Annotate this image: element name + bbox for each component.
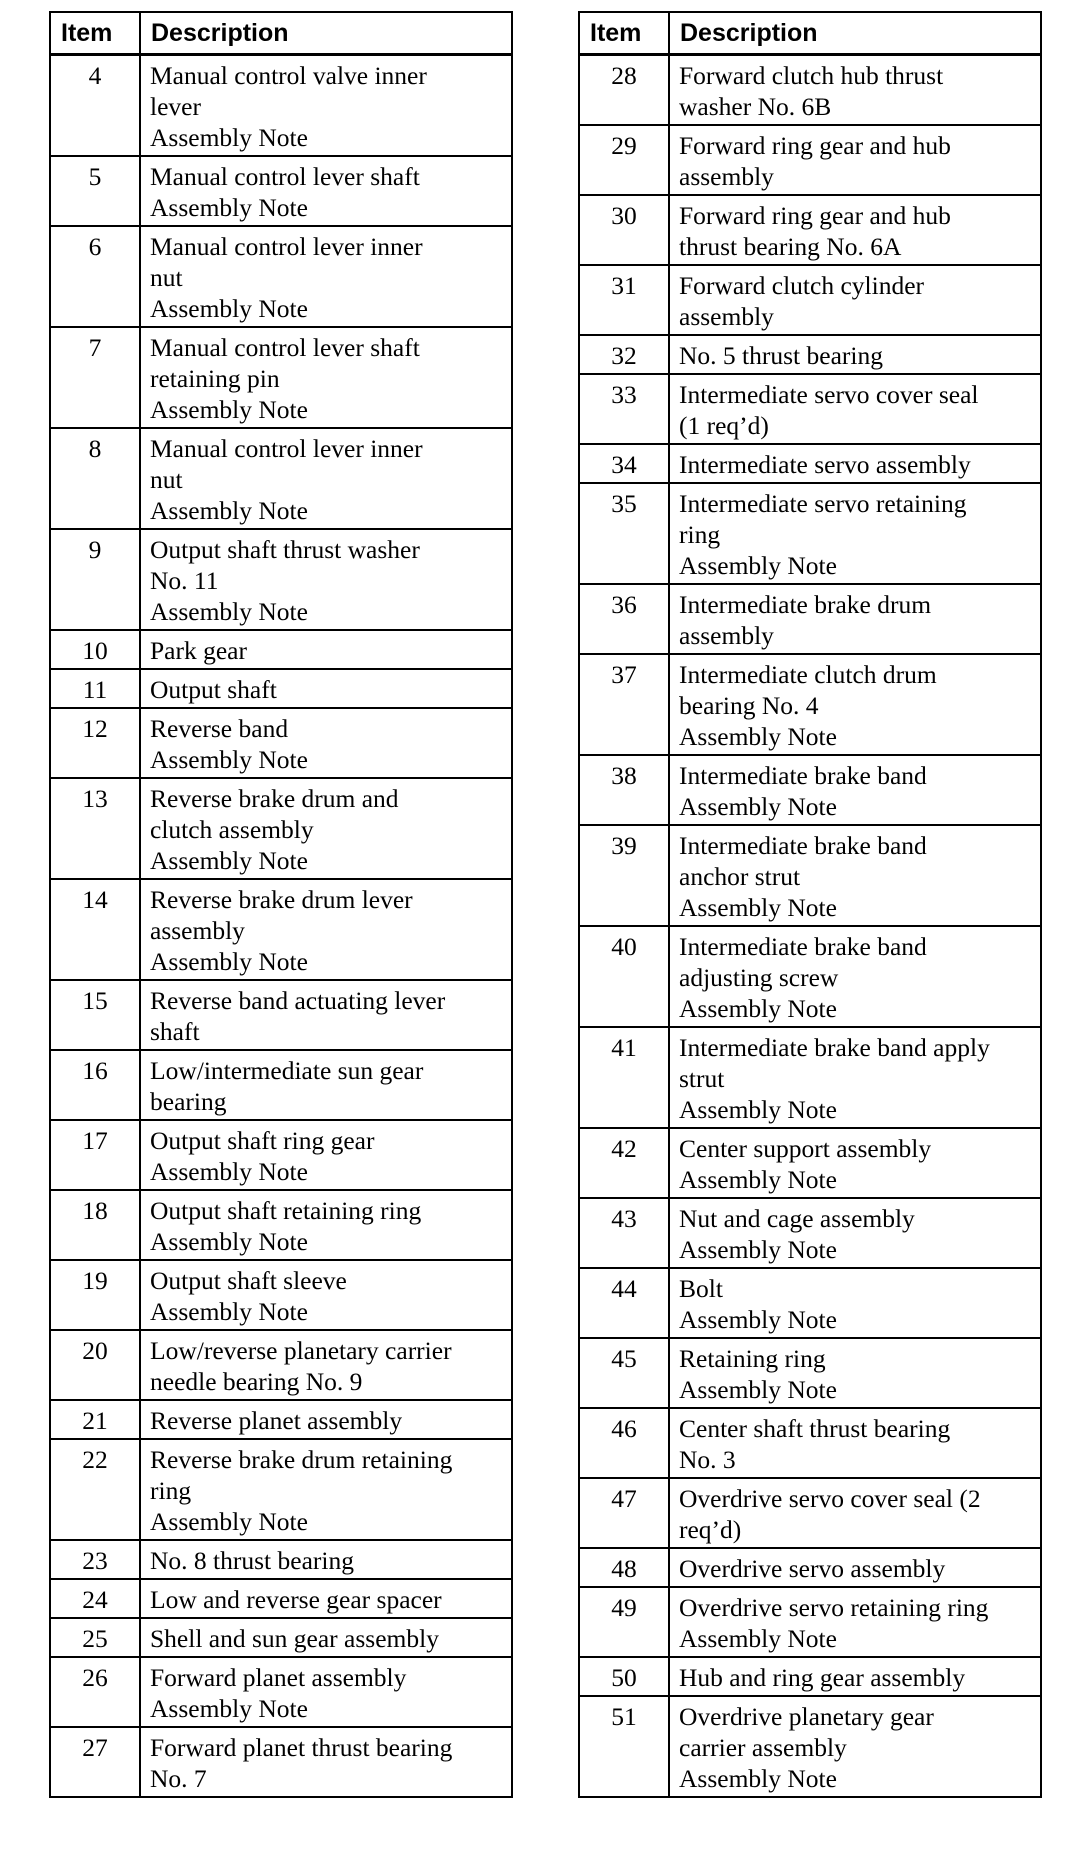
item-number: 36 bbox=[579, 584, 669, 654]
parts-table-right bbox=[578, 11, 1042, 1798]
table-row bbox=[50, 327, 512, 428]
item-description bbox=[140, 529, 512, 630]
description-line: thrust bearing No. 6A bbox=[679, 232, 902, 261]
item-number: 39 bbox=[579, 825, 669, 926]
item-description bbox=[669, 584, 1041, 654]
description-line: Overdrive servo cover seal (2 bbox=[679, 1484, 981, 1513]
item-column-header: Item bbox=[579, 12, 669, 55]
item-description bbox=[140, 327, 512, 428]
table-row bbox=[579, 654, 1041, 755]
description-line: Intermediate brake band bbox=[679, 761, 927, 790]
item-number: 23 bbox=[50, 1540, 140, 1579]
table-row bbox=[50, 1540, 512, 1579]
item-number: 26 bbox=[50, 1657, 140, 1727]
item-description bbox=[669, 755, 1041, 825]
item-description bbox=[669, 125, 1041, 195]
table-row bbox=[579, 444, 1041, 483]
item-number: 7 bbox=[50, 327, 140, 428]
description-line: Assembly Note bbox=[150, 1227, 308, 1256]
description-line: Assembly Note bbox=[679, 1624, 837, 1653]
item-description bbox=[669, 265, 1041, 335]
item-number: 9 bbox=[50, 529, 140, 630]
description-line: Assembly Note bbox=[150, 1157, 308, 1186]
description-line: Low/reverse planetary carrier bbox=[150, 1336, 452, 1365]
item-number: 41 bbox=[579, 1027, 669, 1128]
description-line: Reverse brake drum and bbox=[150, 784, 399, 813]
description-line: Hub and ring gear assembly bbox=[679, 1663, 966, 1692]
item-number: 46 bbox=[579, 1408, 669, 1478]
table-row bbox=[50, 1727, 512, 1797]
description-line: No. 8 thrust bearing bbox=[150, 1546, 354, 1575]
item-description bbox=[669, 1478, 1041, 1548]
description-line: washer No. 6B bbox=[679, 92, 832, 121]
description-line: Intermediate brake band apply bbox=[679, 1033, 990, 1062]
table-row bbox=[579, 1338, 1041, 1408]
table-row bbox=[50, 1330, 512, 1400]
item-description bbox=[140, 428, 512, 529]
description-line: assembly bbox=[679, 302, 774, 331]
table-row bbox=[50, 708, 512, 778]
item-description bbox=[140, 1050, 512, 1120]
table-header-row bbox=[579, 12, 1041, 55]
description-line: Assembly Note bbox=[679, 994, 837, 1023]
description-line: Assembly Note bbox=[679, 1095, 837, 1124]
table-row bbox=[579, 755, 1041, 825]
description-line: Assembly Note bbox=[150, 123, 308, 152]
description-line: Assembly Note bbox=[679, 1165, 837, 1194]
item-description bbox=[140, 669, 512, 708]
item-description bbox=[140, 1330, 512, 1400]
description-line: Output shaft ring gear bbox=[150, 1126, 375, 1155]
table-row bbox=[50, 1050, 512, 1120]
description-line: strut bbox=[679, 1064, 725, 1093]
table-row bbox=[579, 265, 1041, 335]
description-line: Reverse planet assembly bbox=[150, 1406, 403, 1435]
item-description bbox=[669, 444, 1041, 483]
description-line: Overdrive servo assembly bbox=[679, 1554, 946, 1583]
description-line: Park gear bbox=[150, 636, 247, 665]
table-row bbox=[579, 483, 1041, 584]
description-line: adjusting screw bbox=[679, 963, 839, 992]
item-number: 19 bbox=[50, 1260, 140, 1330]
item-description bbox=[669, 1338, 1041, 1408]
item-number: 8 bbox=[50, 428, 140, 529]
table-row bbox=[50, 1579, 512, 1618]
table-row bbox=[579, 584, 1041, 654]
table-row bbox=[579, 825, 1041, 926]
table-row bbox=[50, 1657, 512, 1727]
description-line: nut bbox=[150, 263, 183, 292]
item-description bbox=[140, 1579, 512, 1618]
description-line: No. 11 bbox=[150, 566, 219, 595]
description-line: req’d) bbox=[679, 1515, 742, 1544]
table-row bbox=[579, 1027, 1041, 1128]
description-line: Output shaft bbox=[150, 675, 277, 704]
description-line: Assembly Note bbox=[150, 597, 308, 626]
description-line: Center support assembly bbox=[679, 1134, 932, 1163]
description-line: assembly bbox=[150, 916, 245, 945]
table-row bbox=[50, 980, 512, 1050]
item-description bbox=[140, 1260, 512, 1330]
item-column-header: Item bbox=[50, 12, 140, 55]
description-line: Reverse brake drum retaining bbox=[150, 1445, 453, 1474]
item-number: 28 bbox=[579, 55, 669, 126]
table-row bbox=[50, 630, 512, 669]
description-line: Manual control lever inner bbox=[150, 232, 423, 261]
description-line: Reverse brake drum lever bbox=[150, 885, 413, 914]
item-description bbox=[669, 1408, 1041, 1478]
description-line: Intermediate servo cover seal bbox=[679, 380, 979, 409]
description-line: lever bbox=[150, 92, 201, 121]
description-line: Assembly Note bbox=[679, 792, 837, 821]
description-line: (1 req’d) bbox=[679, 411, 769, 440]
description-line: Output shaft sleeve bbox=[150, 1266, 347, 1295]
table-row bbox=[579, 55, 1041, 126]
item-description bbox=[140, 1439, 512, 1540]
item-description bbox=[140, 226, 512, 327]
description-line: Intermediate servo assembly bbox=[679, 450, 971, 479]
item-number: 10 bbox=[50, 630, 140, 669]
table-row bbox=[579, 374, 1041, 444]
item-number: 5 bbox=[50, 156, 140, 226]
table-row bbox=[579, 1198, 1041, 1268]
table-row bbox=[50, 55, 512, 157]
description-line: Center shaft thrust bearing bbox=[679, 1414, 951, 1443]
parts-table-left bbox=[49, 11, 513, 1798]
description-line: Manual control lever inner bbox=[150, 434, 423, 463]
description-line: Assembly Note bbox=[679, 1235, 837, 1264]
description-line: Assembly Note bbox=[150, 496, 308, 525]
item-number: 22 bbox=[50, 1439, 140, 1540]
description-line: Assembly Note bbox=[150, 1694, 308, 1723]
description-line: Manual control valve inner bbox=[150, 61, 427, 90]
description-line: No. 3 bbox=[679, 1445, 736, 1474]
item-number: 18 bbox=[50, 1190, 140, 1260]
item-description bbox=[669, 483, 1041, 584]
description-line: Assembly Note bbox=[150, 1297, 308, 1326]
item-number: 40 bbox=[579, 926, 669, 1027]
description-line: bearing bbox=[150, 1087, 227, 1116]
item-description bbox=[140, 708, 512, 778]
description-line: ring bbox=[150, 1476, 192, 1505]
item-number: 14 bbox=[50, 879, 140, 980]
item-number: 49 bbox=[579, 1587, 669, 1657]
description-line: Overdrive planetary gear bbox=[679, 1702, 934, 1731]
item-description bbox=[669, 55, 1041, 126]
table-row bbox=[579, 926, 1041, 1027]
item-number: 33 bbox=[579, 374, 669, 444]
description-line: Assembly Note bbox=[150, 846, 308, 875]
description-line: Shell and sun gear assembly bbox=[150, 1624, 439, 1653]
item-description bbox=[140, 1657, 512, 1727]
table-row bbox=[50, 529, 512, 630]
description-line: Low/intermediate sun gear bbox=[150, 1056, 424, 1085]
description-line: shaft bbox=[150, 1017, 200, 1046]
item-description bbox=[140, 1540, 512, 1579]
item-description bbox=[669, 1268, 1041, 1338]
item-description bbox=[140, 1727, 512, 1797]
description-line: Output shaft retaining ring bbox=[150, 1196, 422, 1225]
item-number: 42 bbox=[579, 1128, 669, 1198]
item-description bbox=[669, 926, 1041, 1027]
item-number: 6 bbox=[50, 226, 140, 327]
description-line: Intermediate brake band bbox=[679, 831, 927, 860]
description-line: Assembly Note bbox=[150, 1507, 308, 1536]
table-row bbox=[50, 1439, 512, 1540]
item-number: 17 bbox=[50, 1120, 140, 1190]
table-row bbox=[50, 428, 512, 529]
item-description bbox=[669, 1696, 1041, 1797]
description-line: Intermediate clutch drum bbox=[679, 660, 937, 689]
table-row bbox=[579, 125, 1041, 195]
description-line: Output shaft thrust washer bbox=[150, 535, 420, 564]
item-number: 13 bbox=[50, 778, 140, 879]
item-description bbox=[669, 1587, 1041, 1657]
description-line: Assembly Note bbox=[679, 1375, 837, 1404]
description-line: Assembly Note bbox=[679, 893, 837, 922]
item-number: 45 bbox=[579, 1338, 669, 1408]
table-row bbox=[579, 1128, 1041, 1198]
description-line: Assembly Note bbox=[679, 551, 837, 580]
description-line: Assembly Note bbox=[150, 294, 308, 323]
item-number: 35 bbox=[579, 483, 669, 584]
table-row bbox=[50, 879, 512, 980]
description-line: Bolt bbox=[679, 1274, 723, 1303]
item-number: 12 bbox=[50, 708, 140, 778]
description-line: Forward clutch cylinder bbox=[679, 271, 925, 300]
description-line: nut bbox=[150, 465, 183, 494]
description-line: Reverse band actuating lever bbox=[150, 986, 446, 1015]
table-body bbox=[579, 55, 1041, 1798]
item-description bbox=[140, 778, 512, 879]
description-line: No. 5 thrust bearing bbox=[679, 341, 883, 370]
table-row bbox=[50, 226, 512, 327]
description-column-header: Description bbox=[140, 12, 512, 55]
item-number: 15 bbox=[50, 980, 140, 1050]
table-row bbox=[579, 1587, 1041, 1657]
item-description bbox=[140, 630, 512, 669]
item-number: 50 bbox=[579, 1657, 669, 1696]
item-number: 4 bbox=[50, 55, 140, 157]
description-line: Intermediate servo retaining bbox=[679, 489, 967, 518]
description-line: bearing No. 4 bbox=[679, 691, 819, 720]
description-line: anchor strut bbox=[679, 862, 801, 891]
table-row bbox=[50, 1400, 512, 1439]
item-description bbox=[140, 879, 512, 980]
description-line: assembly bbox=[679, 162, 774, 191]
item-description bbox=[669, 825, 1041, 926]
table-row bbox=[579, 195, 1041, 265]
item-number: 24 bbox=[50, 1579, 140, 1618]
item-description bbox=[669, 335, 1041, 374]
item-number: 16 bbox=[50, 1050, 140, 1120]
item-description bbox=[140, 55, 512, 157]
item-number: 31 bbox=[579, 265, 669, 335]
table-row bbox=[579, 335, 1041, 374]
item-number: 21 bbox=[50, 1400, 140, 1439]
item-number: 20 bbox=[50, 1330, 140, 1400]
description-line: Overdrive servo retaining ring bbox=[679, 1593, 989, 1622]
table-row bbox=[50, 156, 512, 226]
description-line: carrier assembly bbox=[679, 1733, 847, 1762]
description-line: Forward ring gear and hub bbox=[679, 131, 951, 160]
description-line: Manual control lever shaft bbox=[150, 162, 420, 191]
item-number: 38 bbox=[579, 755, 669, 825]
description-line: Assembly Note bbox=[679, 722, 837, 751]
item-description bbox=[669, 1198, 1041, 1268]
table-header-row bbox=[50, 12, 512, 55]
description-line: Low and reverse gear spacer bbox=[150, 1585, 442, 1614]
item-description bbox=[669, 1128, 1041, 1198]
table-row bbox=[579, 1548, 1041, 1587]
description-line: No. 7 bbox=[150, 1764, 207, 1793]
description-line: Forward planet thrust bearing bbox=[150, 1733, 453, 1762]
item-number: 48 bbox=[579, 1548, 669, 1587]
item-number: 11 bbox=[50, 669, 140, 708]
description-line: Assembly Note bbox=[679, 1305, 837, 1334]
table-row bbox=[50, 669, 512, 708]
description-column-header: Description bbox=[669, 12, 1041, 55]
table-row bbox=[50, 1190, 512, 1260]
description-line: ring bbox=[679, 520, 721, 549]
description-line: Reverse band bbox=[150, 714, 289, 743]
description-line: Forward ring gear and hub bbox=[679, 201, 951, 230]
description-line: Assembly Note bbox=[150, 395, 308, 424]
description-line: assembly bbox=[679, 621, 774, 650]
description-line: clutch assembly bbox=[150, 815, 314, 844]
item-number: 34 bbox=[579, 444, 669, 483]
item-number: 51 bbox=[579, 1696, 669, 1797]
item-description bbox=[140, 1618, 512, 1657]
item-number: 30 bbox=[579, 195, 669, 265]
table-row bbox=[50, 778, 512, 879]
description-line: Forward clutch hub thrust bbox=[679, 61, 944, 90]
table-row bbox=[50, 1618, 512, 1657]
description-line: retaining pin bbox=[150, 364, 280, 393]
item-number: 27 bbox=[50, 1727, 140, 1797]
item-number: 44 bbox=[579, 1268, 669, 1338]
item-description bbox=[669, 1657, 1041, 1696]
description-line: Forward planet assembly bbox=[150, 1663, 407, 1692]
description-line: Assembly Note bbox=[150, 745, 308, 774]
item-number: 25 bbox=[50, 1618, 140, 1657]
item-number: 43 bbox=[579, 1198, 669, 1268]
table-row bbox=[579, 1408, 1041, 1478]
table-body bbox=[50, 55, 512, 1798]
item-description bbox=[140, 980, 512, 1050]
description-line: Nut and cage assembly bbox=[679, 1204, 915, 1233]
table-row bbox=[579, 1657, 1041, 1696]
table-row bbox=[579, 1268, 1041, 1338]
item-description bbox=[669, 374, 1041, 444]
table-row bbox=[50, 1120, 512, 1190]
item-description bbox=[669, 1027, 1041, 1128]
item-description bbox=[140, 1120, 512, 1190]
description-line: needle bearing No. 9 bbox=[150, 1367, 363, 1396]
table-row bbox=[579, 1478, 1041, 1548]
description-line: Assembly Note bbox=[679, 1764, 837, 1793]
description-line: Retaining ring bbox=[679, 1344, 826, 1373]
table-row bbox=[50, 1260, 512, 1330]
item-description bbox=[669, 654, 1041, 755]
table-row bbox=[579, 1696, 1041, 1797]
item-number: 37 bbox=[579, 654, 669, 755]
description-line: Intermediate brake drum bbox=[679, 590, 932, 619]
description-line: Assembly Note bbox=[150, 193, 308, 222]
item-description bbox=[140, 1190, 512, 1260]
item-number: 29 bbox=[579, 125, 669, 195]
item-description bbox=[140, 1400, 512, 1439]
item-description bbox=[140, 156, 512, 226]
item-description bbox=[669, 195, 1041, 265]
item-number: 47 bbox=[579, 1478, 669, 1548]
description-line: Assembly Note bbox=[150, 947, 308, 976]
description-line: Intermediate brake band bbox=[679, 932, 927, 961]
description-line: Manual control lever shaft bbox=[150, 333, 420, 362]
item-number: 32 bbox=[579, 335, 669, 374]
item-description bbox=[669, 1548, 1041, 1587]
